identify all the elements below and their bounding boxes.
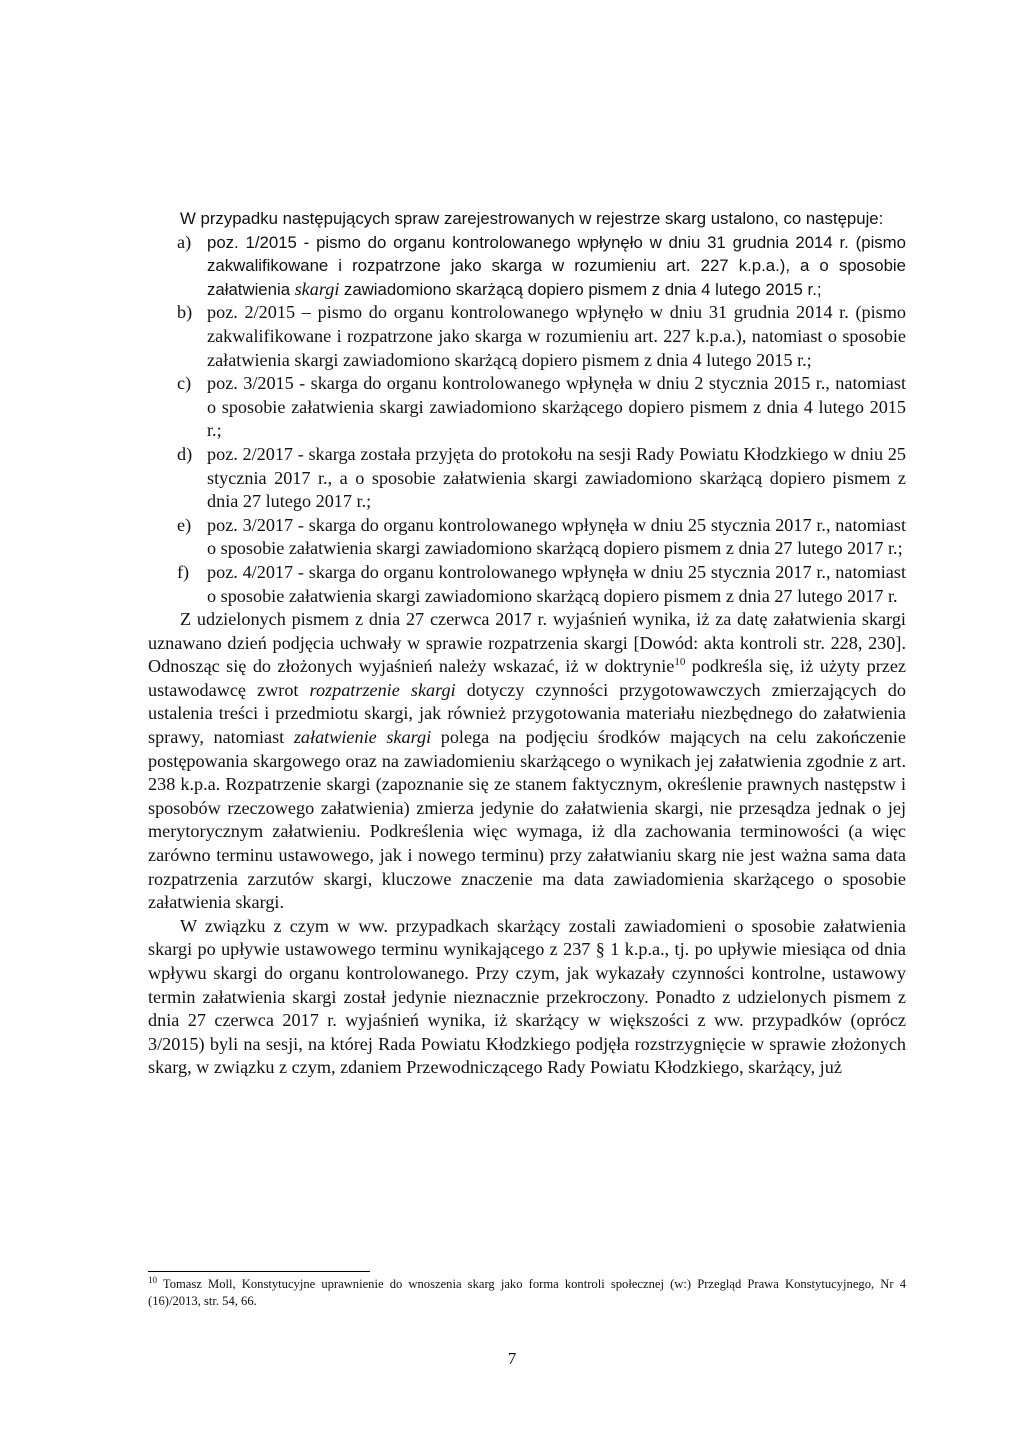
italic-term: załatwienie skargi [293,727,432,748]
list-item-text: poz. 3/2017 - skarga do organu kontrolowanego wpłynęła w dniu 25 stycznia 2017 r., natomiast o sposobie załatwienia skargi zawiadomiono skarżącą dopiero pismem z dnia 27 lutego 2017 r.; [207,514,906,559]
list-item [148,231,906,302]
list-item-text: poz. 3/2015 - skarga do organu kontrolowanego wpłynęła w dniu 2 stycznia 2015 r., natomiast o sposobie załatwienia skargi zawiadomiono skarżącego dopiero pismem z dnia 4 lutego 2015 r.; [207,373,906,441]
list-item [148,372,906,443]
footnote-separator [148,1271,370,1272]
list-marker: a) [177,231,192,252]
intro-paragraph: W przypadku następujących spraw zarejestrowanych w rejestrze skarg ustalono, co następuje: [180,209,884,228]
footnote-number: 10 [148,1274,157,1285]
list-marker: b) [177,302,193,323]
list-item [148,301,906,372]
document-body [148,207,906,1080]
list-item-text: poz. 4/2017 - skarga do organu kontrolowanego wpłynęła w dniu 25 stycznia 2017 r., natomiast o sposobie załatwienia skargi zawiadomiono skarżącą dopiero pismem z dnia 27 lutego 2017 r. [207,561,906,606]
footnote [148,1276,906,1310]
italic-term: rozpatrzenie skargi [309,679,456,700]
conclusion-paragraph: W związku z czym w ww. przypadkach skarżący zostali zawiadomieni o sposobie załatwienia skargi po upływie ustawowego terminu wynikającego z 237 § 1 k.p.a., tj. po upływie miesiąca od dnia wpływu skargi do organu kontrolowanego. Przy czym, jak wykazały czynności kontrolne, ustawowy termin załatwienia skargi został jedynie nieznacznie przekroczony. Ponadto z udzielonych pismem z dnia 27 czerwca 2017 r. wyjaśnień wynika, iż skarżący w większości z ww. przypadków (oprócz 3/2015) byli na sesji, na której Rada Powiatu Kłodzkiego podjęła rozstrzygnięcie w sprawie złożonych skarg, w związku z czym, zdaniem Przewodniczącego Rady Powiatu Kłodzkiego, skarżący, już [148,915,906,1078]
case-list [148,231,906,609]
list-marker: e) [177,514,192,535]
list-item-text: poz. 1/2015 - pismo do organu kontrolowanego wpłynęło w dniu 31 grudnia 2014 r. (pismo zakwalifikowane i rozpatrzone jako skarga w rozumieniu art. 227 k.p.a.), a o sposobie załatwienia skargi zawiadomiono skarżącą dopiero pismem z dnia 4 lutego 2015 r.; [207,232,906,299]
page-number: 7 [507,1349,517,1368]
italic-term: skargi [294,278,340,299]
list-marker: c) [177,373,192,394]
list-item [148,514,906,561]
analysis-paragraph: Z udzielonych pismem z dnia 27 czerwca 2017 r. wyjaśnień wynika, iż za datę załatwienia skargi uznawano dzień podjęcia uchwały w sprawie rozpatrzenia skargi [Dowód: akta kontroli str. 228, 230]. Odnosząc się do złożonych wyjaśnień należy wskazać, iż w doktrynie$^{10}$ podkreśla się, iż użyty przez ustawodawcę zwrot rozpatrzenie skargi dotyczy czynności przygotowawczych zmierzających do ustalenia treści i przedmiotu skargi, jak również przygotowania materiału niezbędnego do załatwienia sprawy, natomiast załatwienie skargi polega na podjęciu środków mających na celu zakończenie postępowania skargowego oraz na zawiadomieniu skarżącego o wynikach jej załatwienia zgodnie z art. 238 k.p.a. Rozpatrzenie skargi (zapoznanie się ze stanem faktycznym, określenie prawnych następstw i sposobów rzeczowego załatwienia) zmierza jedynie do załatwienia skargi, nie przesądza jednak o jej merytorycznym załatwieniu. Podkreślenia więc wymaga, iż dla zachowania terminowości (a więc zarówno terminu ustawowego, jak i nowego terminu) przy załatwianiu skarg nie jest ważna sama data rozpatrzenia zarzutów skargi, kluczowe znaczenie ma data zawiadomienia skarżącego o sposobie załatwienia skargi. [148,609,907,913]
list-item-text: poz. 2/2017 - skarga została przyjęta do protokołu na sesji Rady Powiatu Kłodzkiego w dniu 25 stycznia 2017 r., a o sposobie załatwienia skargi zawiadomiono skarżącą dopiero pismem z dnia 27 lutego 2017 r.; [207,443,906,512]
list-item [148,443,906,514]
list-item [148,561,906,608]
list-item-text: poz. 2/2015 – pismo do organu kontrolowanego wpłynęło w dniu 31 grudnia 2014 r. (pismo zakwalifikowane i rozpatrzone jako skarga w rozumieniu art. 227 k.p.a.), natomiast o sposobie załatwienia skargi zawiadomiono skarżącą dopiero pismem z dnia 4 lutego 2015 r.; [207,302,906,370]
list-marker: d) [177,443,193,464]
list-marker: f) [177,561,190,582]
footnote-reference: 10 [674,656,686,669]
footnote-text: Tomasz Moll, Konstytucyjne uprawnienie do wnoszenia skarg jako forma kontroli społecznej (w:) Przegląd Prawa Konstytucyjnego, Nr 4 (16)/2013, str. 54, 66. [148,1277,906,1308]
